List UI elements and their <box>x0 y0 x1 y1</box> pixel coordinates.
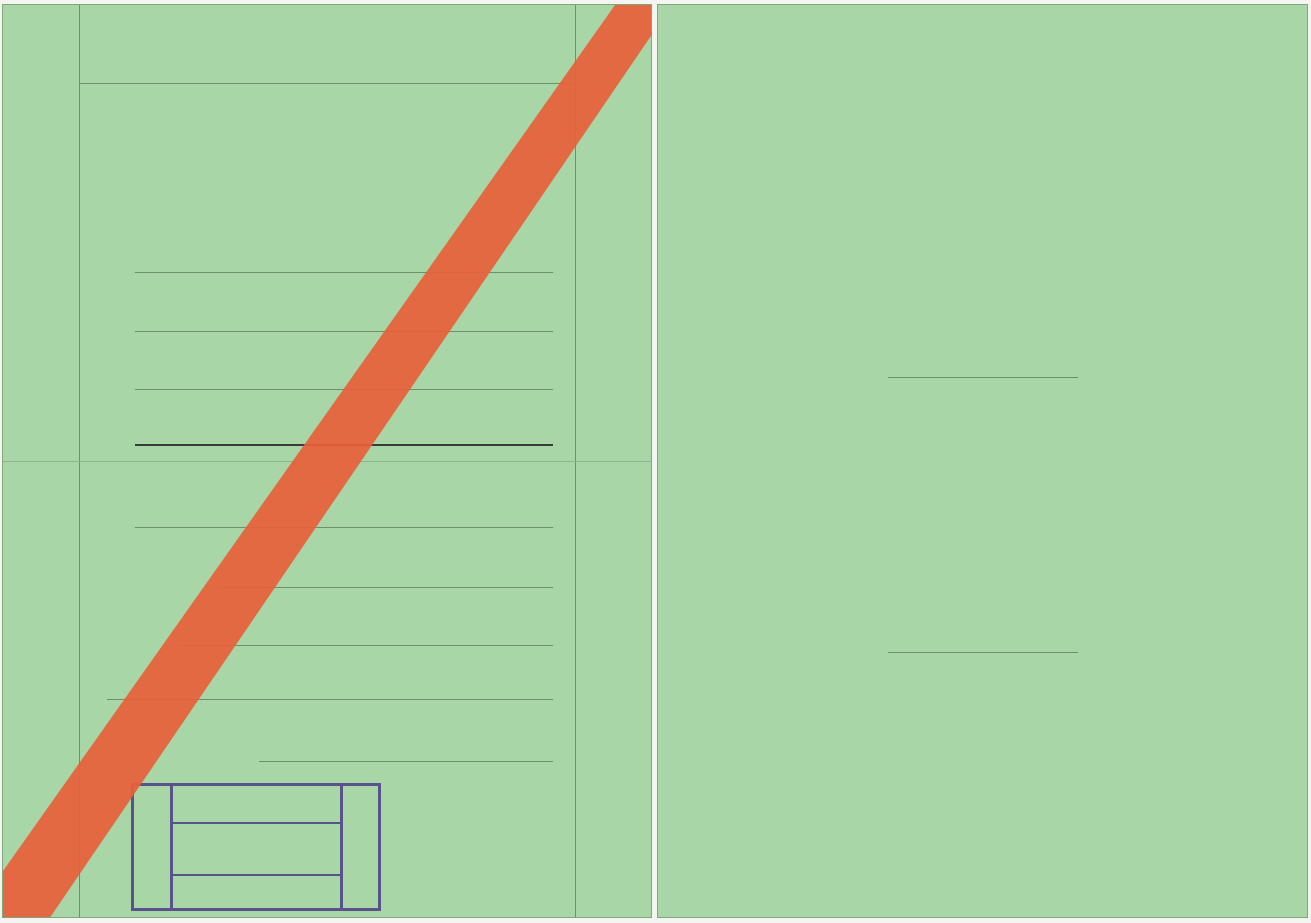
ticket-front <box>2 4 652 918</box>
divider-1 <box>888 377 1078 378</box>
ticket-back <box>657 4 1308 918</box>
diagonal-stripe <box>3 5 652 918</box>
divider-2 <box>888 652 1078 653</box>
